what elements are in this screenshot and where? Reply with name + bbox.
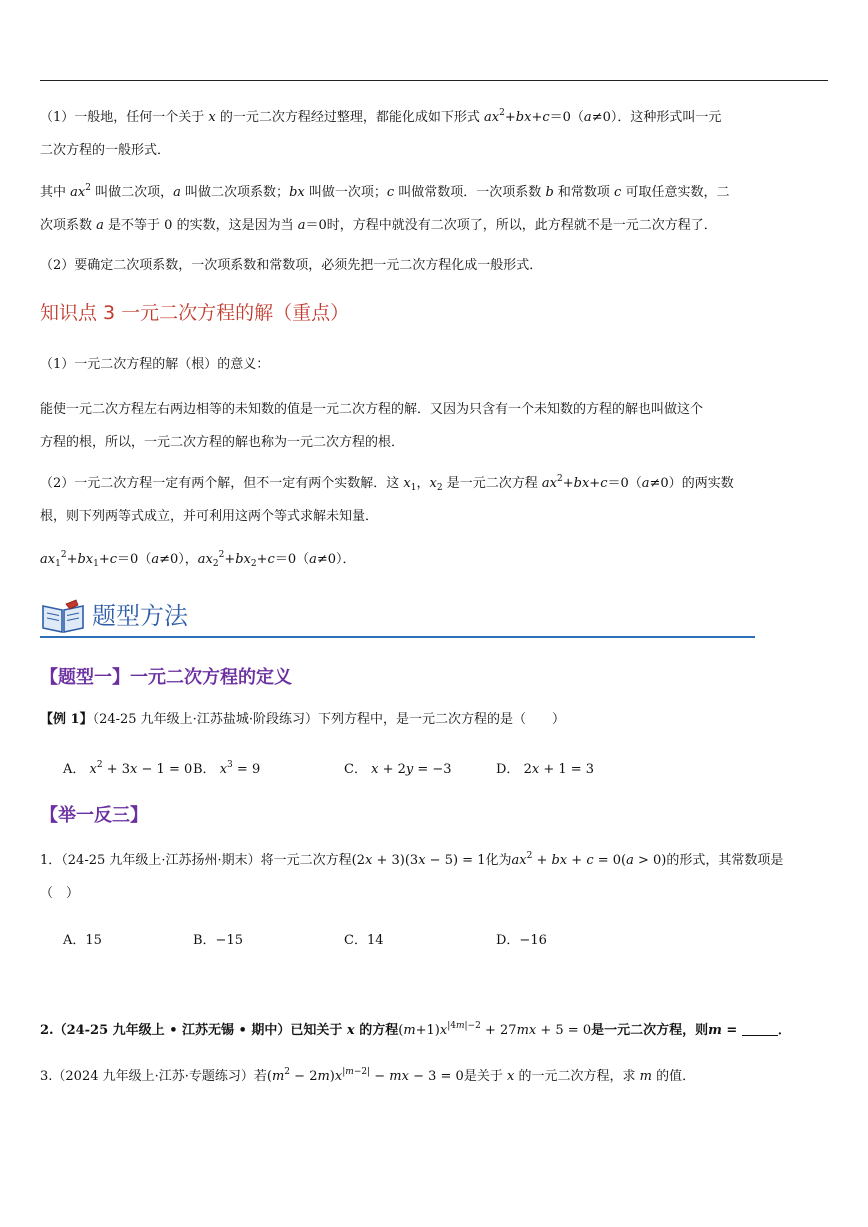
k2-para2: 其中 $ax^2$ 叫做二次项，a 叫做二次项系数；bx 叫做一次项；c 叫做常数项．一次项系数 b 和常数项 c 可取任意实数，二 次项系数 a 是不等于 0 的实数，这是因为当 a＝0时，方程中就没有二次项了，所以，此方程就不是一元二次方程了． <box>40 183 730 233</box>
k3-para1: （1）一元二次方程的解（根）的意义： <box>40 357 270 372</box>
example-1: 【例 1】（24-25 九年级上·江苏盐城·阶段练习）下列方程中，是一元二次方程的是（ ） <box>40 712 565 727</box>
knowledge-point-3-title: 知识点 3 一元二次方程的解（重点） <box>40 302 350 324</box>
section-header <box>40 596 755 638</box>
ex1-option-d[interactable]: D． 2x + 1 = 3 <box>496 762 595 777</box>
answer-blank[interactable] <box>742 1023 778 1036</box>
k3-para3: （2）一元二次方程一定有两个解，但不一定有两个实数解．这 $x_1$，$x_2$ 是一元二次方程 $ax^2+bx+c=0(a\ne 0)$的两实数 根，则下列两等式成立，并可利用这两个等式求解未知量． <box>40 474 734 524</box>
q1-option-c[interactable]: C．14 <box>344 933 384 948</box>
q1-option-d[interactable]: D．−16 <box>496 933 547 948</box>
open-book-icon <box>40 598 86 634</box>
ex1-option-b[interactable]: B． $x^3 = 9$ <box>193 760 261 777</box>
type1-title: 【题型一】一元二次方程的定义 <box>40 667 292 688</box>
jyfs-title: 【举一反三】 <box>40 805 148 826</box>
k2-para3: （2）要确定二次项系数，一次项系数和常数项，必须先把一元二次方程化成一般形式． <box>40 258 543 273</box>
q1-option-b[interactable]: B．−15 <box>193 933 243 948</box>
q1-option-a[interactable]: A．15 <box>63 933 102 948</box>
question-3: 3.（2024 九年级上·江苏·专题练习）若$(m^2 - 2m)x^{|m-2|}$ − mx − 3 = 0是关于 x 的一元二次方程，求 m 的值． <box>40 1067 696 1084</box>
k3-para2: 能使一元二次方程左右两边相等的未知数的值是一元二次方程的解．又因为只含有一个未知数的方程的解也叫做这个 方程的根，所以，一元二次方程的解也称为一元二次方程的根． <box>40 402 704 450</box>
ex1-option-a[interactable]: A． $x^2 + 3x - 1 = 0$ <box>63 760 193 777</box>
question-2: 2.（24-25 九年级上 • 江苏无锡 • 期中）已知关于 x 的方程$(m+1)x^{|4m|-2} + 27mx + 5 = 0$是一元二次方程，则m = ． <box>40 1021 791 1038</box>
header-rule <box>40 80 828 81</box>
k3-equations: $ax_1^2+bx_1+c=0(a\ne 0)$，$ax_2^2+bx_2+c=0(a\ne 0)$． <box>40 550 356 569</box>
ex1-option-c[interactable]: C． x + 2y = −3 <box>344 762 452 777</box>
section-underline <box>40 636 755 638</box>
k2-para1: （1）一般地，任何一个关于 x 的一元二次方程经过整理，都能化成如下形式 $ax^2+bx+c=0(a\ne 0)$．这种形式叫一元 二次方程的一般形式． <box>40 108 722 158</box>
section-title: 题型方法 <box>92 602 188 630</box>
question-1: 1．（24-25 九年级上·江苏扬州·期末）将一元二次方程(2x + 3)(3x − 5) = 1化为$ax^2$ + bx + c = 0(a > 0)的形式，其常数项是 （ ） <box>40 851 784 901</box>
